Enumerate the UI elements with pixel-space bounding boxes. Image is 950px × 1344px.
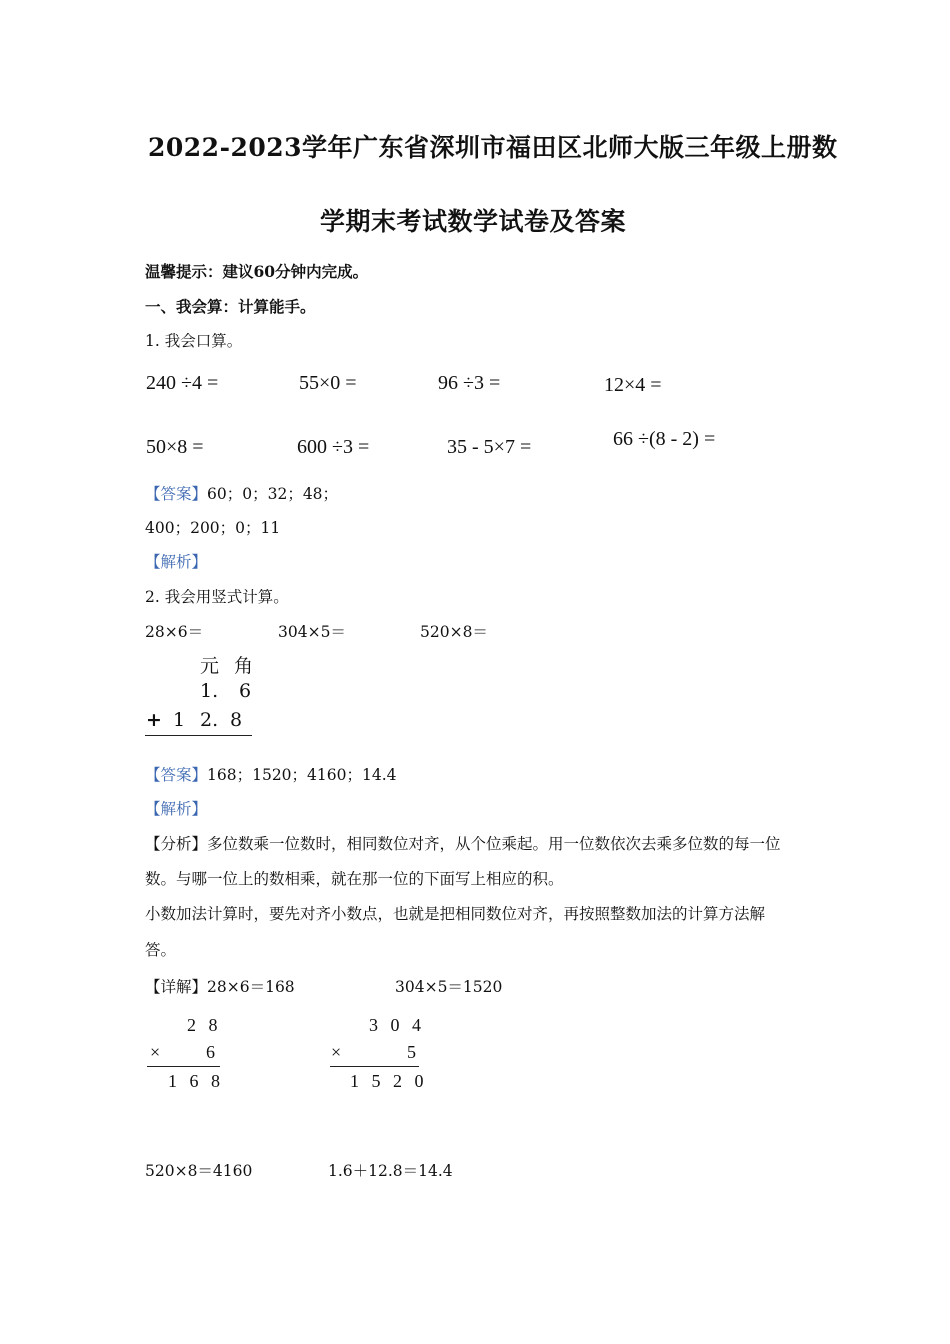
digit: 8 xyxy=(230,709,243,731)
analysis-tag: 【解析】 xyxy=(145,553,208,571)
times-sign: × xyxy=(150,1042,161,1062)
question-1-label: 1. 我会口算。 xyxy=(145,332,243,350)
answer-tag: 【答案】 xyxy=(145,766,208,784)
answer-line xyxy=(145,482,338,504)
product: 1 5 2 0 xyxy=(350,1071,428,1091)
oral-item: 66 ÷(8 - 2) = xyxy=(613,428,716,450)
equation: 520×8＝4160 xyxy=(145,1162,253,1180)
equation: 28×6＝168 xyxy=(207,978,295,996)
analysis-text: 答。 xyxy=(145,941,177,959)
oral-item: 240 ÷4 = xyxy=(146,372,219,394)
analysis-paragraph xyxy=(145,832,781,854)
answer-line xyxy=(145,763,397,785)
oral-item: 600 ÷3 = xyxy=(297,436,370,458)
multiplier: 6 xyxy=(206,1042,215,1062)
header-yuan: 元 xyxy=(200,655,220,677)
answer-text: 60；0；32；48； xyxy=(207,485,339,503)
detail-line xyxy=(145,975,295,997)
equation: 1.6＋12.8＝14.4 xyxy=(328,1162,453,1180)
question-2-label: 2. 我会用竖式计算。 xyxy=(145,588,289,606)
vertical-problem: 304×5＝ xyxy=(278,623,346,641)
oral-item: 12×4 = xyxy=(604,374,662,396)
answer-text-continued: 400；200；0；11 xyxy=(145,519,281,537)
times-sign: × xyxy=(331,1042,342,1062)
time-tip: 温馨提示：建议60分钟内完成。 xyxy=(145,262,369,281)
oral-item: 55×0 = xyxy=(299,372,357,394)
equation: 304×5＝1520 xyxy=(395,978,503,996)
header-jiao: 角 xyxy=(234,655,254,677)
answer-tag: 【答案】 xyxy=(145,485,208,503)
vertical-problem: 28×6＝ xyxy=(145,623,204,641)
oral-item: 35 - 5×7 = xyxy=(447,436,532,458)
section-heading: 一、我会算：计算能手。 xyxy=(145,297,316,316)
page-title-line2: 学期末考试数学试卷及答案 xyxy=(320,207,627,236)
answer-text: 168；1520；4160；14.4 xyxy=(207,766,397,784)
oral-item: 96 ÷3 = xyxy=(438,372,501,394)
vertical-problem: 520×8＝ xyxy=(420,623,488,641)
page-title-line1: 2022-2023学年广东省深圳市福田区北师大版三年级上册数 xyxy=(148,133,838,162)
multiplier: 5 xyxy=(407,1042,416,1062)
plus-sign: + xyxy=(146,709,162,731)
analysis-text: 小数加法计算时，要先对齐小数点，也就是把相同数位对齐，再按照整数加法的计算方法解 xyxy=(145,905,766,923)
product: 1 6 8 xyxy=(168,1071,224,1091)
digit: 6 xyxy=(239,680,252,702)
product-line xyxy=(147,1066,220,1067)
analysis-text: 多位数乘一位数时，相同数位对齐，从个位乘起。用一位数依次去乘多位数的每一位 xyxy=(207,835,781,853)
product-line xyxy=(330,1066,419,1067)
detail-tag: 【详解】 xyxy=(145,978,208,996)
oral-item: 50×8 = xyxy=(146,436,204,458)
multiplicand: 2 8 xyxy=(187,1015,222,1035)
analysis-text: 数。与哪一位上的数相乘，就在那一位的下面写上相应的积。 xyxy=(145,870,564,888)
fenxi-tag: 【分析】 xyxy=(145,835,208,853)
analysis-tag: 【解析】 xyxy=(145,800,208,818)
multiplicand: 3 0 4 xyxy=(369,1015,425,1035)
sum-line xyxy=(145,735,252,736)
digit: 1 xyxy=(173,709,186,731)
digit: 2. xyxy=(200,709,219,731)
digit: 1. xyxy=(200,680,219,702)
